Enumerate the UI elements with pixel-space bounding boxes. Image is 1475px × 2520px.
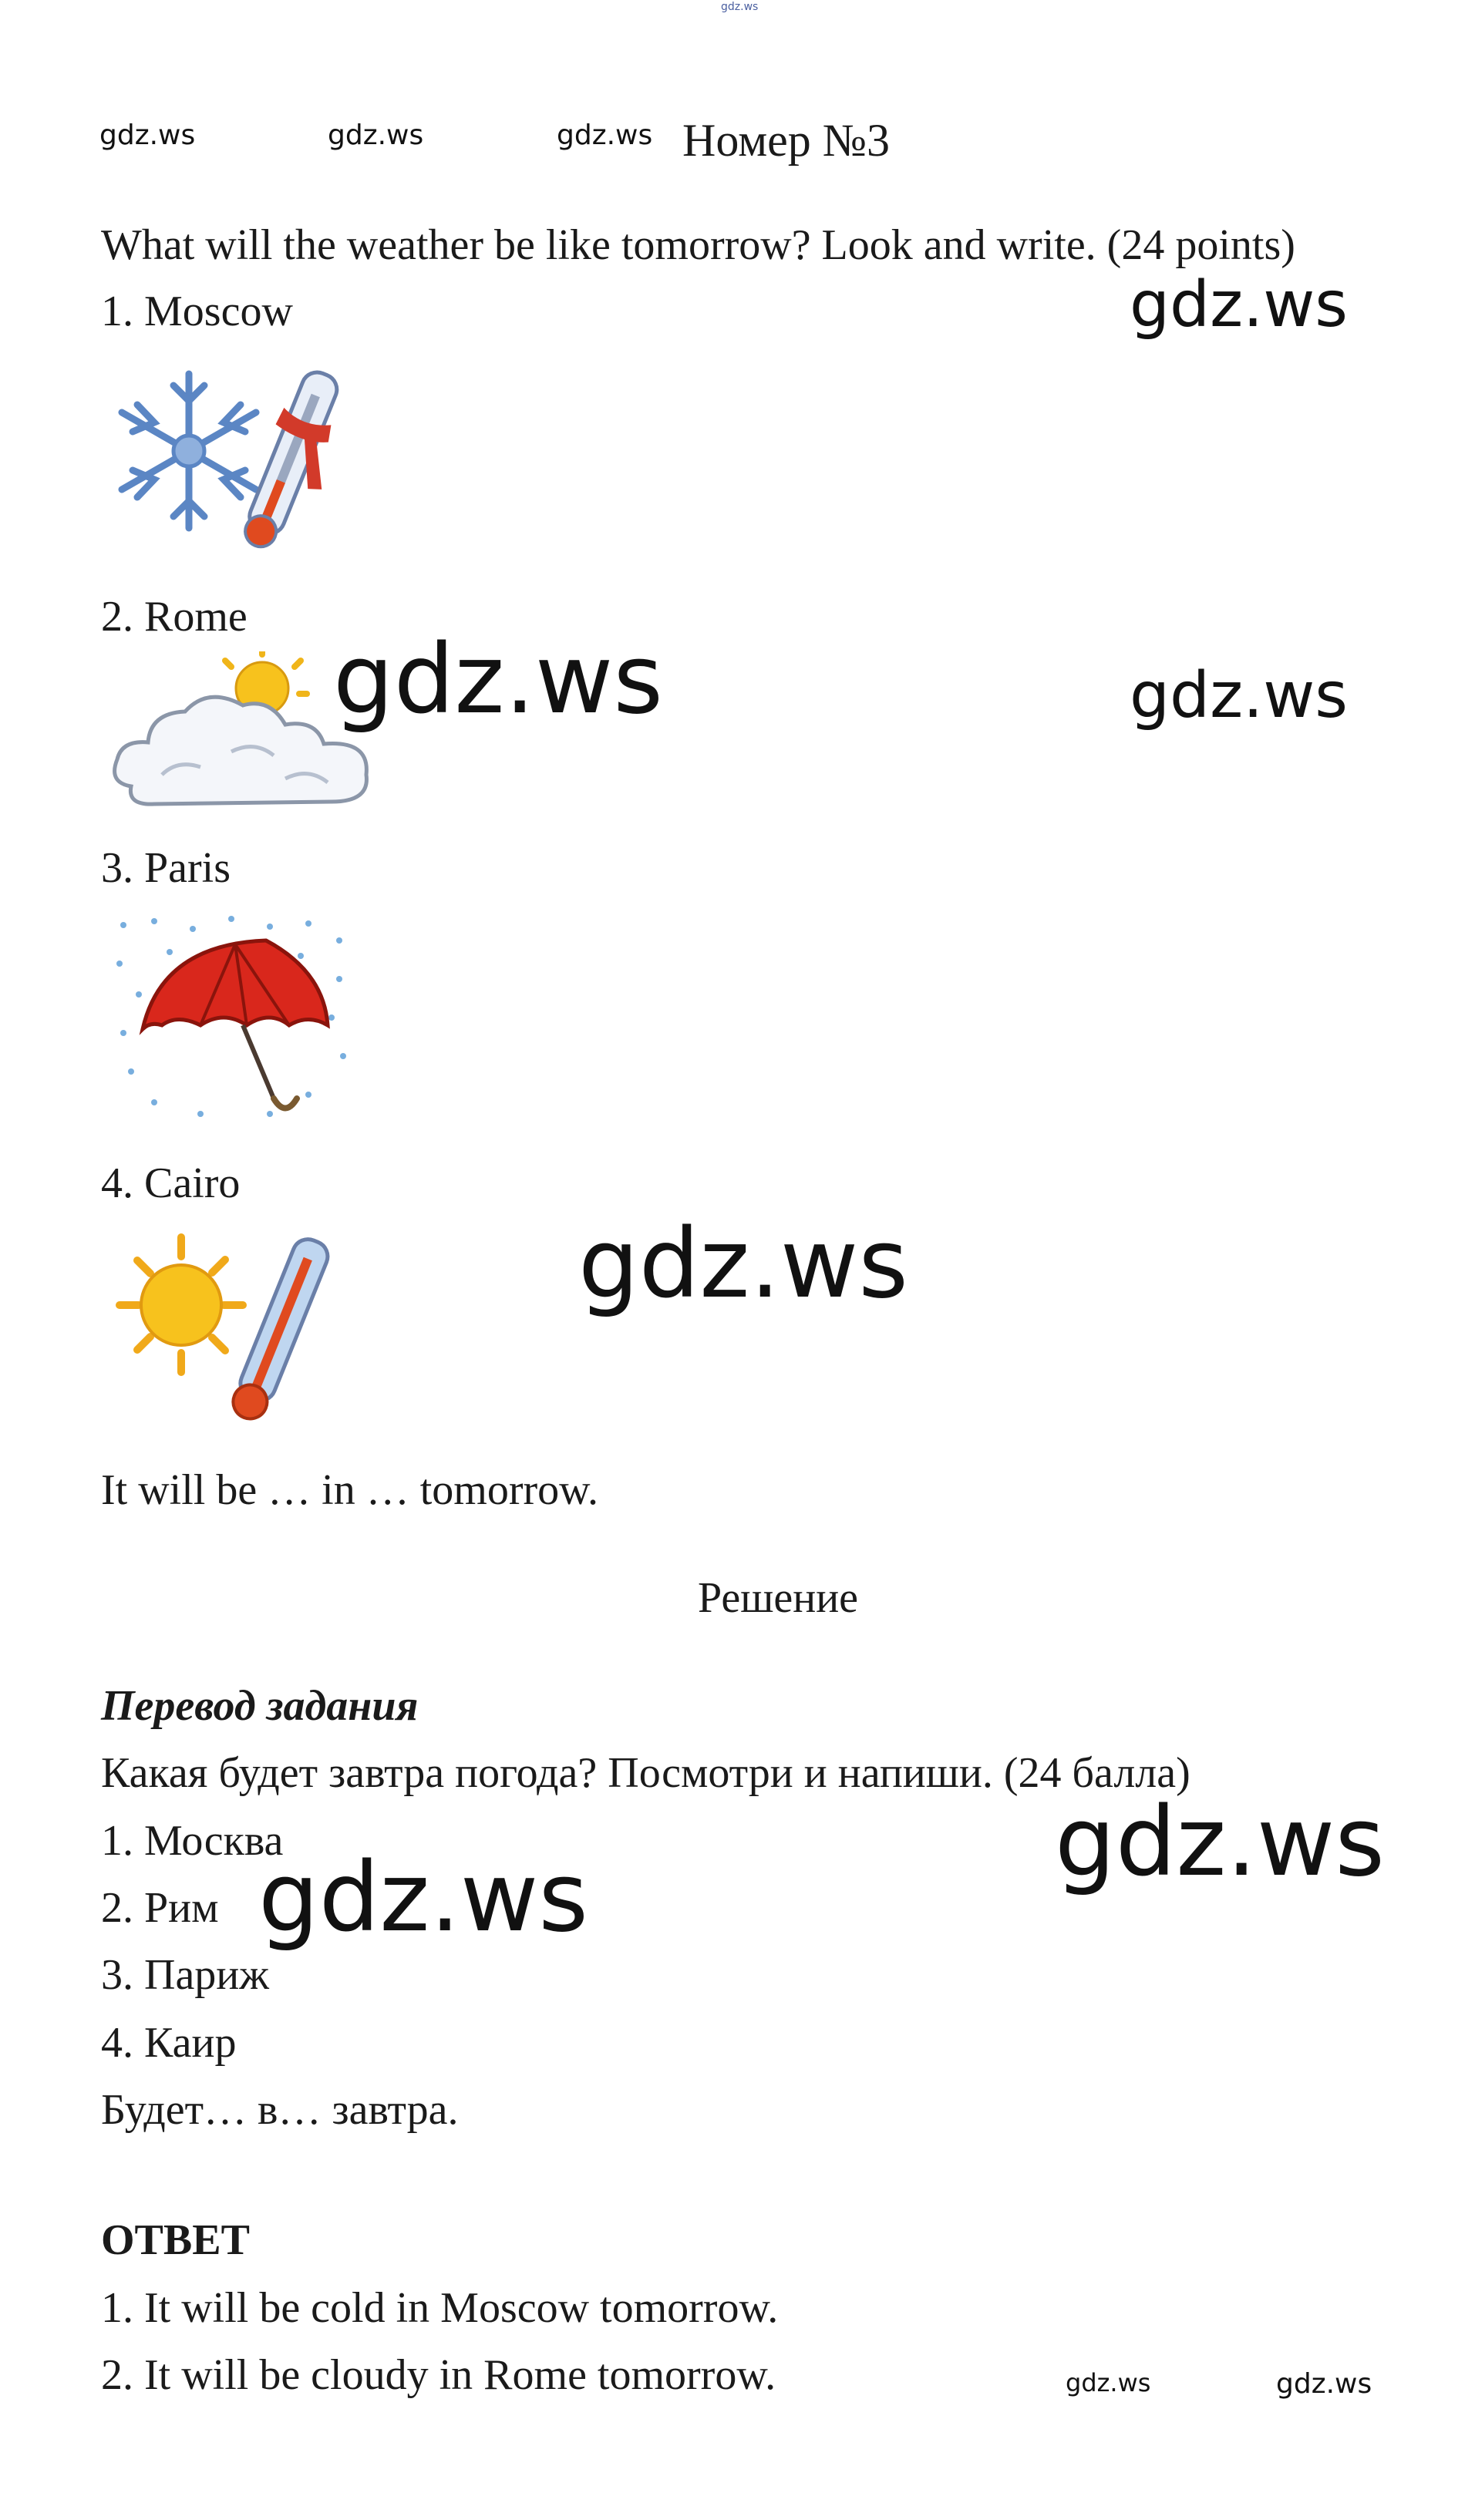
solution-heading: Решение [698,1574,859,1622]
translation-item-4: 4. Каир [101,2019,237,2067]
watermark-bottom-1: gdz.ws [1066,2368,1151,2397]
sun-thermometer-icon [116,1230,347,1438]
watermark-right-2: gdz.ws [1130,659,1348,732]
watermark-right-3: gdz.ws [1055,1787,1385,1898]
translation-pattern: Будет… в… завтра. [101,2086,459,2134]
item-label-moscow: 1. Moscow [101,288,293,335]
watermark-center-2: gdz.ws [578,1209,908,1320]
watermark-right-1: gdz.ws [1130,268,1348,341]
watermark-header-2: gdz.ws [328,119,424,151]
watermark-left-4: gdz.ws [258,1842,588,1953]
answer-1: 1. It will be cold in Moscow tomorrow. [101,2284,779,2332]
item-label-rome: 2. Rome [101,593,248,641]
answer-heading: ОТВЕТ [101,2216,250,2264]
watermark-center-1: gdz.ws [333,624,663,735]
translation-item-1: 1. Москва [101,1817,284,1865]
umbrella-rain-icon [108,910,362,1125]
watermark-bottom-2: gdz.ws [1276,2368,1372,2400]
translation-item-3: 3. Париж [101,1951,269,1999]
task-instruction: What will the weather be like tomorrow? Look and write. (24 points) [101,221,1295,269]
watermark-header-1: gdz.ws [99,119,196,151]
page-title: Номер №3 [682,115,891,166]
snowflake-thermometer-icon [108,351,362,574]
translation-instruction: Какая будет завтра погода? Посмотри и напиши. (24 балла) [101,1749,1190,1797]
item-label-paris: 3. Paris [101,844,231,892]
item-label-cairo: 4. Cairo [101,1159,241,1207]
pattern-sentence: It will be … in … tomorrow. [101,1466,598,1514]
answer-2: 2. It will be cloudy in Rome tomorrow. [101,2351,776,2399]
translation-heading: Перевод задания [101,1682,419,1730]
watermark-header-3: gdz.ws [557,119,653,151]
watermark-top: gdz.ws [721,1,759,13]
translation-item-2: 2. Рим [101,1884,219,1932]
cloud-sun-icon [108,651,386,821]
